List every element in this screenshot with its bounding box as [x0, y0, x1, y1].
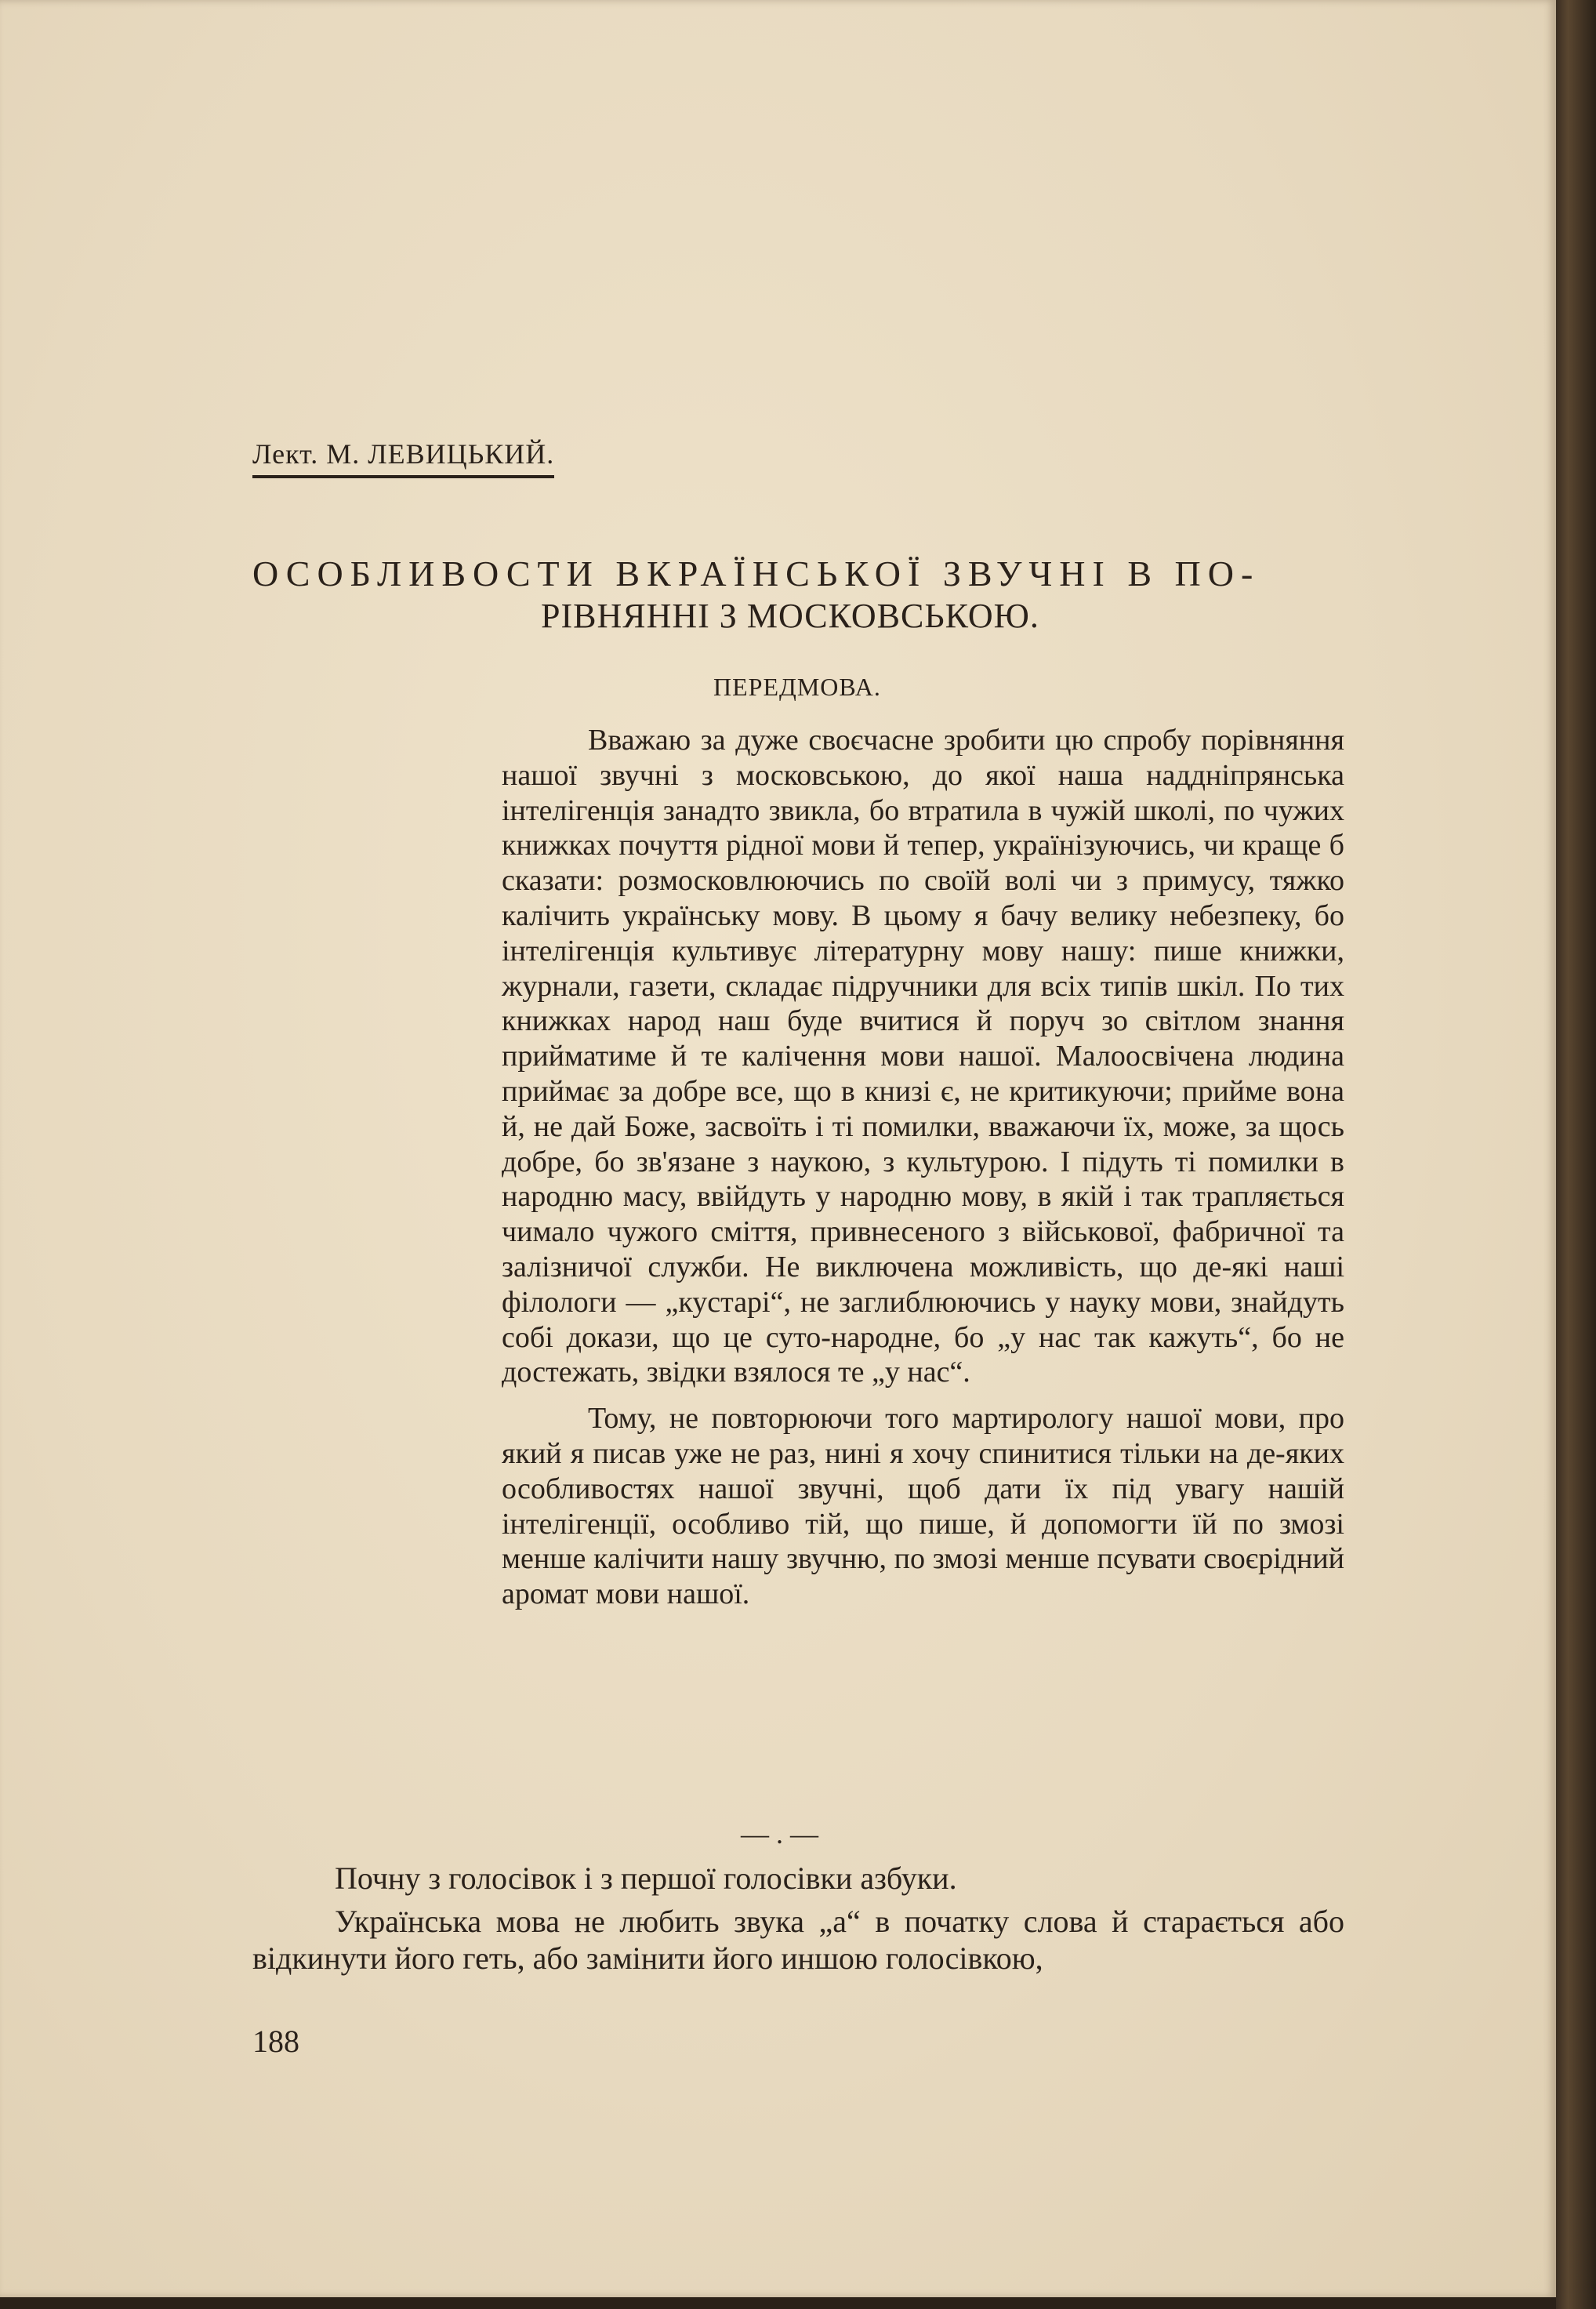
body-paragraph: Українська мова не любить звука „а“ в початку слова й старається або відкинути його геть, або замінити його иншою голосівкою, [252, 1904, 1344, 1976]
section-divider: — . — [741, 1818, 818, 1850]
preface-body [502, 723, 1344, 1623]
book-edge-shadow [1556, 0, 1596, 2309]
article-title-line-1: ОСОБЛИВОСТИ ВКРАЇНСЬКОЇ ЗВУЧНІ В ПО- [252, 554, 1260, 594]
preface-paragraph: Вважаю за дуже своєчасне зробити цю спробу порівняння нашої звучні з московською, до якої наша наддніпрянська інтелігенція занадто звикла, бо втратила в чужій школі, по чужих книжках почуття рідної мови й тепер, українізуючись, чи краще б сказати: розмосковлюючись по своїй волі чи з примусу, тяжко калічить українську мову. В цьому я бачу велику небезпеку, бо інтелігенція культивує літературну мову нашу: пише книжки, журнали, газети, складає підручники для всіх типів шкіл. По тих книжках народ наш буде вчитися й поруч зо світлом знання прийматиме й те калічення мови нашої. Малоосвічена людина приймає за добре все, що в книзі є, не критикуючи; прийме вона й, не дай Боже, засвоїть і ті помилки, вважаючи їх, може, за щось добре, бо зв'язане з наукою, з культурою. І підуть ті помилки в народню масу, ввійдуть у народню мову, в якій і так трапляється чимало чужого сміття, привнесеного з військової, фабричної та залізничої служби. Не виключена можливість, що де-які наші філологи — „кустарі“, не заглиблюючись у науку мови, знайдуть собі докази, що це суто-народне, бо „у нас так кажуть“, бо не достежать, звідки взялося те „у нас“. [502, 724, 1344, 1389]
author-line: Лект. М. ЛЕВИЦЬКИЙ. [252, 437, 554, 478]
article-title-line-2: РІВНЯННІ З МОСКОВСЬКОЮ. [541, 597, 1039, 635]
main-body [252, 1860, 1344, 1983]
preface-paragraph: Тому, не повторюючи того мартирологу нашої мови, про який я писав уже не раз, нині я хочу спинитися тільки на де-яких особливостях нашої звучні, щоб дати їх під увагу нашій інтелігенції, особливо тій, що пише, й допомогти їй по змозі менше калічити нашу звучню, по змозі менше псувати своєрідний аромат мови нашої. [502, 1402, 1344, 1611]
body-paragraph: Почну з голосівок і з першої голосівки азбуки. [335, 1861, 957, 1896]
preface-heading: ПЕРЕДМОВА. [713, 673, 881, 701]
page-number: 188 [252, 2024, 299, 2059]
scan-bottom-edge [0, 2297, 1556, 2309]
